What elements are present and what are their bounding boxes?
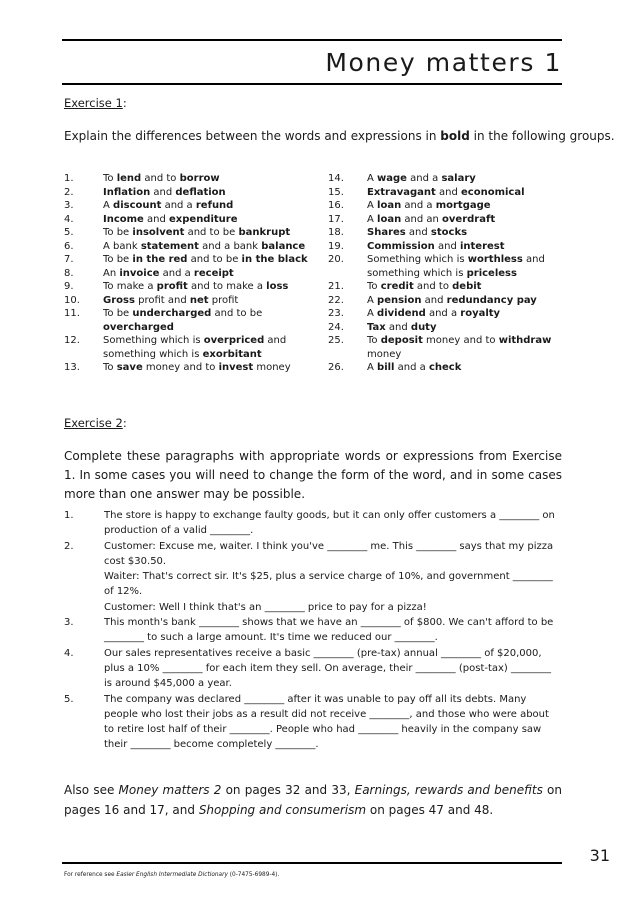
item-text	[103, 199, 314, 213]
exercise-1-item	[64, 240, 314, 254]
item-line: This month's bank ________ shows that we have an ________ of $800. We can't afford to be ________ to such a large amount. It's time we reduced our ________.	[104, 617, 554, 644]
bottom-rule	[62, 862, 562, 864]
exercise-1-heading-colon: :	[122, 96, 127, 110]
bold-term: Gross	[103, 294, 135, 306]
item-text	[103, 186, 314, 200]
item-line: The company was declared ________ after it was unable to pay off all its debts. Many people who lost their jobs as a result did not receive ________, and those who were about to retire lost half of their ________. People who had ________ heavily in the company saw their ________ become completely ________.	[104, 693, 549, 751]
bold-term: in the black	[241, 254, 308, 265]
item-text	[103, 294, 314, 308]
bold-term: bill	[377, 362, 395, 373]
page-number: 31	[589, 846, 610, 865]
text-run: To make a	[103, 281, 157, 292]
also-see-note	[64, 781, 562, 820]
exercise-1-item	[328, 334, 568, 361]
bold-term: Commission	[367, 240, 435, 252]
item-text	[367, 240, 568, 254]
item-number: 25.	[328, 335, 344, 346]
bold-term: Shares	[367, 227, 406, 238]
exercise-2-item	[64, 508, 562, 539]
item-text	[103, 334, 314, 361]
bold-term: discount	[113, 200, 162, 211]
text-run: on pages 16 and 17, and	[64, 783, 562, 817]
exercise-2-item	[64, 692, 562, 753]
item-text	[103, 213, 314, 227]
exercise-1-item	[64, 294, 314, 308]
bold-term: Tax	[367, 321, 386, 333]
exercise-1-item	[64, 361, 314, 375]
title-rule	[62, 83, 562, 85]
bold-term: interest	[459, 240, 505, 252]
exercise-1-item	[64, 334, 314, 361]
exercise-2-item	[64, 646, 562, 692]
item-number: 9.	[64, 281, 74, 292]
bold-term: in the red	[132, 254, 188, 265]
bold-term: Extravagant	[367, 186, 436, 198]
text-run: To	[367, 335, 381, 346]
item-number: 19.	[328, 240, 344, 252]
exercise-1-item	[64, 267, 314, 281]
item-number: 11.	[64, 308, 80, 319]
bold-term: worthless	[467, 254, 523, 265]
exercise-1-item	[328, 294, 568, 308]
bold-term: borrow	[179, 173, 220, 184]
item-text	[104, 615, 562, 646]
text-run: and a	[159, 267, 194, 279]
item-text	[103, 172, 314, 186]
exercise-1-item	[328, 253, 568, 280]
item-text	[367, 307, 568, 321]
page-title: Money matters 1	[325, 48, 562, 77]
bold-term: undercharged	[132, 308, 212, 319]
bold-term: pension	[377, 294, 422, 306]
bold-term: refund	[195, 200, 234, 211]
item-text	[104, 646, 562, 692]
text-run: A	[367, 173, 378, 184]
bold-term: deposit	[380, 335, 423, 346]
exercise-1-item	[328, 240, 568, 254]
bold-term: priceless	[466, 267, 517, 279]
text-run: on pages 47 and 48.	[366, 802, 494, 817]
exercise-2-item	[64, 539, 562, 615]
text-run: and a	[161, 200, 196, 211]
text-run: and to be	[184, 227, 239, 238]
text-run: A	[367, 294, 378, 306]
bold-term: bankrupt	[238, 227, 291, 238]
exercise-2-heading-text: Exercise 2	[64, 416, 123, 430]
exercise-2-list	[64, 508, 562, 753]
exercise-1-instruction	[64, 129, 615, 143]
text-run: To	[103, 362, 117, 373]
text-run: and a	[394, 362, 429, 373]
bold-term: loan	[377, 200, 402, 211]
bold-term: wage	[377, 173, 407, 184]
text-run: A bank	[103, 240, 141, 252]
bold-term: loss	[266, 281, 289, 292]
text-run: A	[367, 200, 378, 211]
exercise-1-item	[328, 186, 568, 200]
item-line: Customer: Excuse me, waiter. I think you've ________ me. This ________ says that my pizza cost $30.50.	[104, 540, 554, 567]
bold-term: insolvent	[132, 227, 185, 238]
exercise-1-item	[328, 213, 568, 227]
text-run: A	[367, 213, 378, 225]
bold-term: redundancy pay	[446, 294, 537, 306]
bold-term: overdraft	[442, 213, 496, 225]
item-line: Customer: Well I think that's an ________ price to pay for a pizza!	[104, 601, 427, 613]
item-number: 3.	[64, 617, 74, 629]
item-number: 2.	[64, 186, 74, 198]
item-text	[367, 226, 568, 240]
item-number: 7.	[64, 254, 74, 265]
item-number: 4.	[64, 647, 74, 659]
bold-term: net	[189, 294, 209, 306]
text-run: and	[434, 240, 460, 252]
item-number: 26.	[328, 362, 344, 373]
exercise-2-heading	[64, 416, 127, 430]
text-run: money	[253, 362, 291, 373]
text-run: A	[367, 362, 378, 373]
exercise-1-item	[64, 199, 314, 213]
bold-term: salary	[441, 173, 476, 184]
item-text	[367, 321, 568, 335]
italic-text: Earnings, rewards and benefits	[354, 783, 543, 797]
item-text	[103, 240, 314, 254]
item-text	[367, 199, 568, 213]
item-text	[367, 294, 568, 308]
bold-term: royalty	[460, 308, 501, 319]
item-number: 2.	[64, 540, 74, 552]
text-run: and	[150, 186, 176, 198]
item-text	[367, 186, 568, 200]
bold-term: overpriced	[203, 335, 265, 346]
item-text	[367, 213, 568, 227]
text-run: money and to	[142, 362, 219, 373]
text-run: and	[143, 213, 170, 225]
exercise-1-item	[64, 307, 314, 334]
text-run: and to be	[187, 254, 242, 265]
exercise-1-heading	[64, 96, 127, 110]
item-line: The store is happy to exchange faulty goods, but it can only offer customers a ________ on production of a valid ________.	[104, 510, 555, 537]
item-number: 1.	[64, 173, 74, 184]
bold-term: overcharged	[103, 321, 174, 333]
item-number: 3.	[64, 200, 74, 211]
item-number: 22.	[328, 294, 344, 306]
text-run: To be	[103, 254, 133, 265]
bold-term: statement	[140, 240, 199, 252]
bold-term: check	[428, 362, 462, 373]
item-number: 1.	[64, 510, 74, 521]
text-run: and to make a	[187, 281, 267, 292]
text-run: and	[405, 227, 431, 238]
item-number: 6.	[64, 240, 74, 252]
bold-term: receipt	[193, 267, 234, 279]
text-run: A	[103, 200, 114, 211]
bold-term: save	[116, 362, 143, 373]
exercise-2-instruction: Complete these paragraphs with appropriate words or expressions from Exercise 1. In some cases you will need to change the form of the word, and in some cases more than one answer may be possible.	[64, 449, 562, 501]
bold-term: profit	[156, 281, 188, 292]
exercise-1-item	[64, 186, 314, 200]
bold-term: credit	[380, 281, 414, 292]
bold-term: bold	[440, 129, 470, 143]
item-text	[103, 267, 314, 281]
bold-term: Inflation	[103, 186, 151, 198]
bold-term: duty	[410, 321, 437, 333]
text-run: Also see	[64, 783, 119, 797]
item-text	[103, 361, 314, 375]
item-line: Waiter: That's correct sir. It's $25, plus a service charge of 10%, and government ________ of 12%.	[104, 571, 553, 598]
exercise-1-item	[328, 199, 568, 213]
exercise-1-item	[64, 226, 314, 240]
text-run: in the following groups.	[469, 129, 615, 143]
text-run: and a	[401, 200, 436, 211]
text-run: and something which is	[367, 254, 545, 279]
item-text	[104, 539, 562, 615]
bold-term: withdraw	[498, 335, 552, 346]
item-number: 8.	[64, 267, 74, 279]
item-number: 15.	[328, 186, 344, 198]
exercise-2-heading-colon: :	[122, 416, 127, 430]
text-run: money and to	[422, 335, 499, 346]
item-text	[367, 280, 568, 294]
exercise-1-list-left	[64, 172, 314, 375]
item-number: 14.	[328, 173, 344, 184]
text-run: profit	[208, 294, 239, 306]
text-run: and an	[401, 213, 443, 225]
exercise-2-item	[64, 615, 562, 646]
bold-term: balance	[261, 240, 306, 252]
exercise-1-item	[64, 172, 314, 186]
text-run: and to	[413, 281, 453, 292]
item-text	[103, 307, 314, 334]
item-number: 13.	[64, 362, 80, 373]
text-run: To	[103, 173, 117, 184]
item-text	[104, 508, 562, 539]
bold-term: lend	[116, 173, 142, 184]
item-number: 17.	[328, 213, 344, 225]
text-run: profit and	[134, 294, 190, 306]
item-text	[367, 172, 568, 186]
text-run: and to	[141, 173, 180, 184]
text-run: and a	[425, 308, 461, 319]
exercise-1-item	[328, 307, 568, 321]
item-text	[103, 280, 314, 294]
text-run: and	[435, 186, 461, 198]
exercise-1-item	[328, 361, 568, 375]
exercise-1-item	[328, 280, 568, 294]
item-number: 16.	[328, 200, 344, 211]
text-run: and	[421, 294, 447, 306]
italic-text: Shopping and consumerism	[198, 802, 367, 817]
text-run: and a bank	[198, 240, 262, 252]
item-number: 24.	[328, 321, 344, 333]
italic-text: Money matters 2	[118, 783, 222, 797]
item-text	[103, 226, 314, 240]
bold-term: deflation	[175, 186, 226, 198]
top-rule	[62, 39, 562, 41]
bold-term: exorbitant	[202, 348, 262, 360]
item-number: 21.	[328, 281, 344, 292]
text-run: and	[385, 321, 411, 333]
item-number: 5.	[64, 693, 74, 705]
item-text	[367, 334, 568, 361]
exercise-1-item	[328, 226, 568, 240]
text-run: Something which is	[103, 335, 204, 346]
bold-term: invoice	[119, 267, 160, 279]
bold-term: expenditure	[169, 213, 238, 225]
exercise-1-item	[328, 321, 568, 335]
text-run: To be	[103, 308, 133, 319]
text-run: and a	[406, 173, 442, 184]
text-run: A	[367, 308, 378, 319]
exercise-1-item	[64, 253, 314, 267]
item-number: 18.	[328, 227, 344, 238]
text-run: money	[367, 348, 402, 360]
item-number: 5.	[64, 227, 74, 238]
item-number: 10.	[64, 294, 80, 306]
text-run: and to be	[211, 308, 263, 319]
item-number: 20.	[328, 254, 344, 265]
bold-term: invest	[218, 362, 254, 373]
item-text	[104, 692, 562, 753]
italic-text: Easier English Intermediate Dictionary	[116, 872, 228, 878]
text-run: on pages 32 and 33,	[221, 783, 355, 797]
bold-term: stocks	[430, 227, 468, 238]
exercise-1-list-right	[328, 172, 568, 375]
item-text	[367, 361, 568, 375]
bold-term: Income	[103, 213, 144, 225]
text-run: Something which is	[367, 254, 468, 265]
bold-term: loan	[377, 213, 402, 225]
item-number: 12.	[64, 335, 80, 346]
exercise-1-item	[328, 172, 568, 186]
text-run: An	[103, 267, 120, 279]
exercise-1-item	[64, 213, 314, 227]
text-run: and something which is	[103, 335, 287, 360]
footer-reference	[64, 872, 279, 878]
text-run: For reference see	[64, 872, 117, 878]
text-run: Explain the differences between the words and expressions in	[64, 129, 441, 143]
text-run: To	[367, 281, 381, 292]
item-text	[103, 253, 314, 267]
bold-term: dividend	[377, 308, 426, 319]
text-run: (0-7475-6989-4).	[227, 872, 280, 878]
bold-term: mortgage	[435, 200, 491, 211]
text-run: To be	[103, 227, 133, 238]
exercise-1-item	[64, 280, 314, 294]
item-number: 23.	[328, 308, 344, 319]
bold-term: economical	[461, 186, 525, 198]
item-number: 4.	[64, 213, 74, 225]
item-text	[367, 253, 568, 280]
bold-term: debit	[452, 281, 482, 292]
item-line: Our sales representatives receive a basic ________ (pre-tax) annual ________ of $20,000, plus a 10% ________ for each item they sell. On average, their ________ (post-tax) ________ is around $45,000 a year.	[104, 647, 552, 690]
exercise-1-heading-text: Exercise 1	[64, 96, 123, 110]
